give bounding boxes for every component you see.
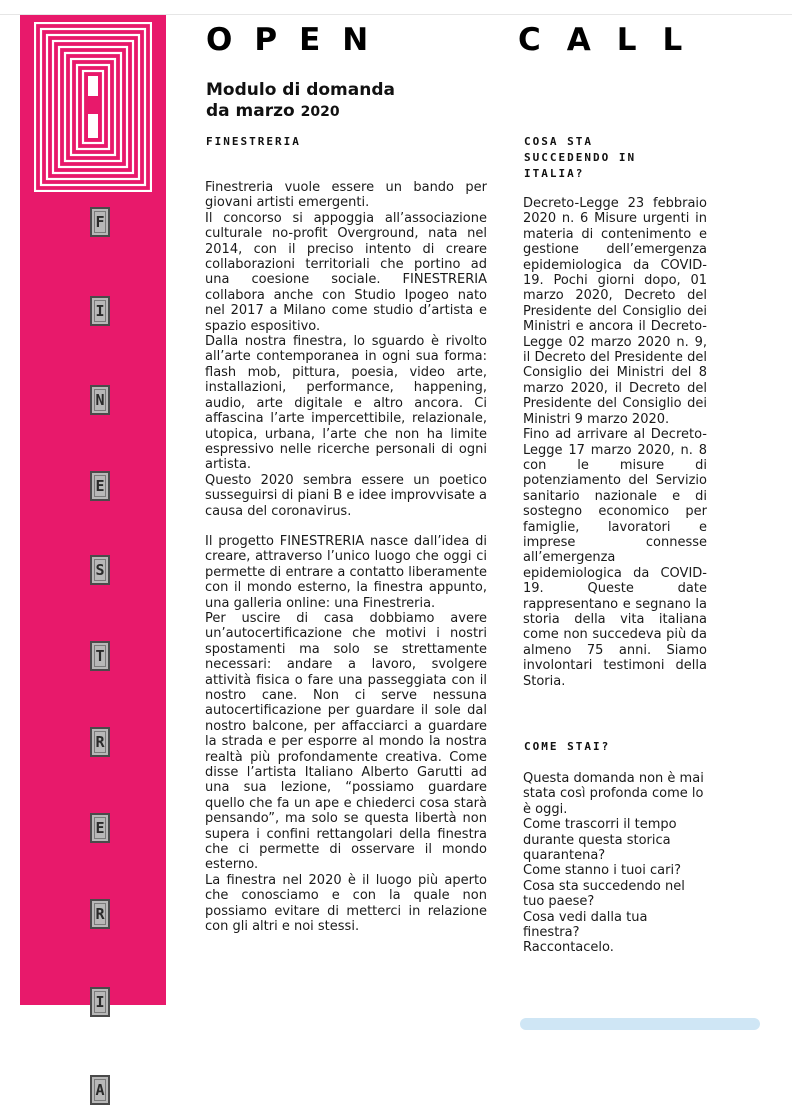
letter-tile: I xyxy=(90,296,110,326)
left-paragraph: Il progetto FINESTRERIA nasce dall’idea di creare, attraverso l’unico luogo che oggi ci permette di entrare a contatto liberamente con il mondo esterno, la finestra appunto, una galleria online: una Finestreria. xyxy=(205,533,487,611)
left-paragraph: Il concorso si appoggia all’associazione culturale no-profit Overground, nata nel 2014, con il preciso intento di creare collaborazioni territoriali che portino ad una coesione sociale. FINESTRERIA collabora anche con Studio Ipogeo nato nel 2017 a Milano come studio d’artista e spazio espositivo. xyxy=(205,210,487,334)
letter-tile: E xyxy=(90,813,110,843)
sidebar-banner xyxy=(20,15,166,1099)
title-word-open: OPEN xyxy=(206,22,391,58)
right-paragraph: Fino ad arrivare al Decreto-Legge 17 marzo 2020, n. 8 con le misure di potenziamento del Servizio sanitario nazionale e di sostegno economico per famiglie, lavoratori e imprese connesse all’emergenza epidemiologica da COVID-19. Queste date rappresentano e segnano la storia della vita italiana come non succedeva più da almeno 75 anni. Siamo involontari testimoni della Storia. xyxy=(523,427,707,689)
right-column-body xyxy=(523,196,707,689)
question-item: Questa domanda non è mai stata così profonda come lo è oggi. xyxy=(523,771,704,817)
question-item: Raccontacelo. xyxy=(523,940,614,956)
questions-list xyxy=(523,771,707,956)
letter-tile: A xyxy=(90,1075,110,1105)
left-paragraph: Dalla nostra finestra, lo sguardo è rivolto all’arte contemporanea in ogni sua forma: flash mob, pittura, poesia, video arte, installazioni, performance, happening, audio, arte digitale e altro ancora. Ci affascina l’arte impercettibile, relazionale, utopica, urbana, l’arte che non ha limite espressivo nelle ricerche personali di ogni artista. xyxy=(205,334,487,473)
subtitle xyxy=(206,80,395,123)
letter-tile: F xyxy=(90,207,110,237)
left-paragraph: Finestreria vuole essere un bando per giovani artisti emergenti. xyxy=(205,180,487,211)
left-paragraph: Per uscire di casa dobbiamo avere un’autocertificazione che motivi i nostri spostamenti ma solo se strettamente necessari: andare a lavoro, svolgere attività fisica o fare una passeggiata con il nostro cane. Non ci serve nessuna autocertificazione per guardare il sole dal nostro balcone, per affacciarci a guardare la strada e per esporre al mondo la nostra realtà più profondamente creativa. Come disse l’artista Italiano Alberto Garutti ad una sua lezione, “possiamo guardare quello che fa un ape e chiederci cosa starà pensando”, ma solo se questa libertà non supera i confini rettangolari della finestra che ci permette di osservare il mondo esterno. xyxy=(205,610,487,873)
question-item: Cosa vedi dalla tua finestra? xyxy=(523,909,648,941)
question-item: Come trascorri il tempo durante questa storica quarantena? xyxy=(523,817,677,864)
question-item: Come stanno i tuoi cari? xyxy=(523,863,681,879)
question-item: Cosa sta succedendo nel tuo paese? xyxy=(523,878,685,910)
italia-heading: COSA STA SUCCEDENDO IN ITALIA? xyxy=(524,135,637,180)
title-word-call: CALL xyxy=(518,22,709,58)
come-stai-heading: COME STAI? xyxy=(524,740,611,753)
right-paragraph: Decreto-Legge 23 febbraio 2020 n. 6 Misure urgenti in materia di contenimento e gestione dell’emergenza epidemiologica da COVID-19. Pochi giorni dopo, 01 marzo 2020, Decreto del Presidente del Consiglio dei Ministri e ancora il Decreto-Legge 02 marzo 2020 n. 9, il Decreto del Presidente del Consiglio dei Ministri del 8 marzo 2020, il Decreto del Presidente del Consiglio dei Ministri 9 marzo 2020. xyxy=(523,196,707,427)
finestreria-heading: FINESTRERIA xyxy=(206,135,301,148)
letter-tile: T xyxy=(90,641,110,671)
finestreria-logo-icon xyxy=(34,22,152,192)
left-paragraph: Questo 2020 sembra essere un poetico susseguirsi di piani B e idee improvvisate a causa del coronavirus. xyxy=(205,472,487,519)
left-column-body xyxy=(205,180,487,935)
chat-bubble-edge xyxy=(520,1018,760,1030)
subtitle-line2-prefix: da marzo xyxy=(206,101,295,121)
letter-tile: E xyxy=(90,471,110,501)
letter-tile: S xyxy=(90,555,110,585)
left-paragraph: La finestra nel 2020 è il luogo più aperto che conosciamo e con la quale non possiamo evitare di metterci in relazione con gli altri e noi stessi. xyxy=(205,872,487,935)
letter-tile: R xyxy=(90,899,110,929)
letter-tile: R xyxy=(90,727,110,757)
letter-tile: N xyxy=(90,385,110,415)
subtitle-year: 2020 xyxy=(300,104,340,120)
letter-tile: I xyxy=(90,987,110,1017)
subtitle-line1: Modulo di domanda xyxy=(206,80,395,100)
subtitle-line2 xyxy=(206,101,395,123)
